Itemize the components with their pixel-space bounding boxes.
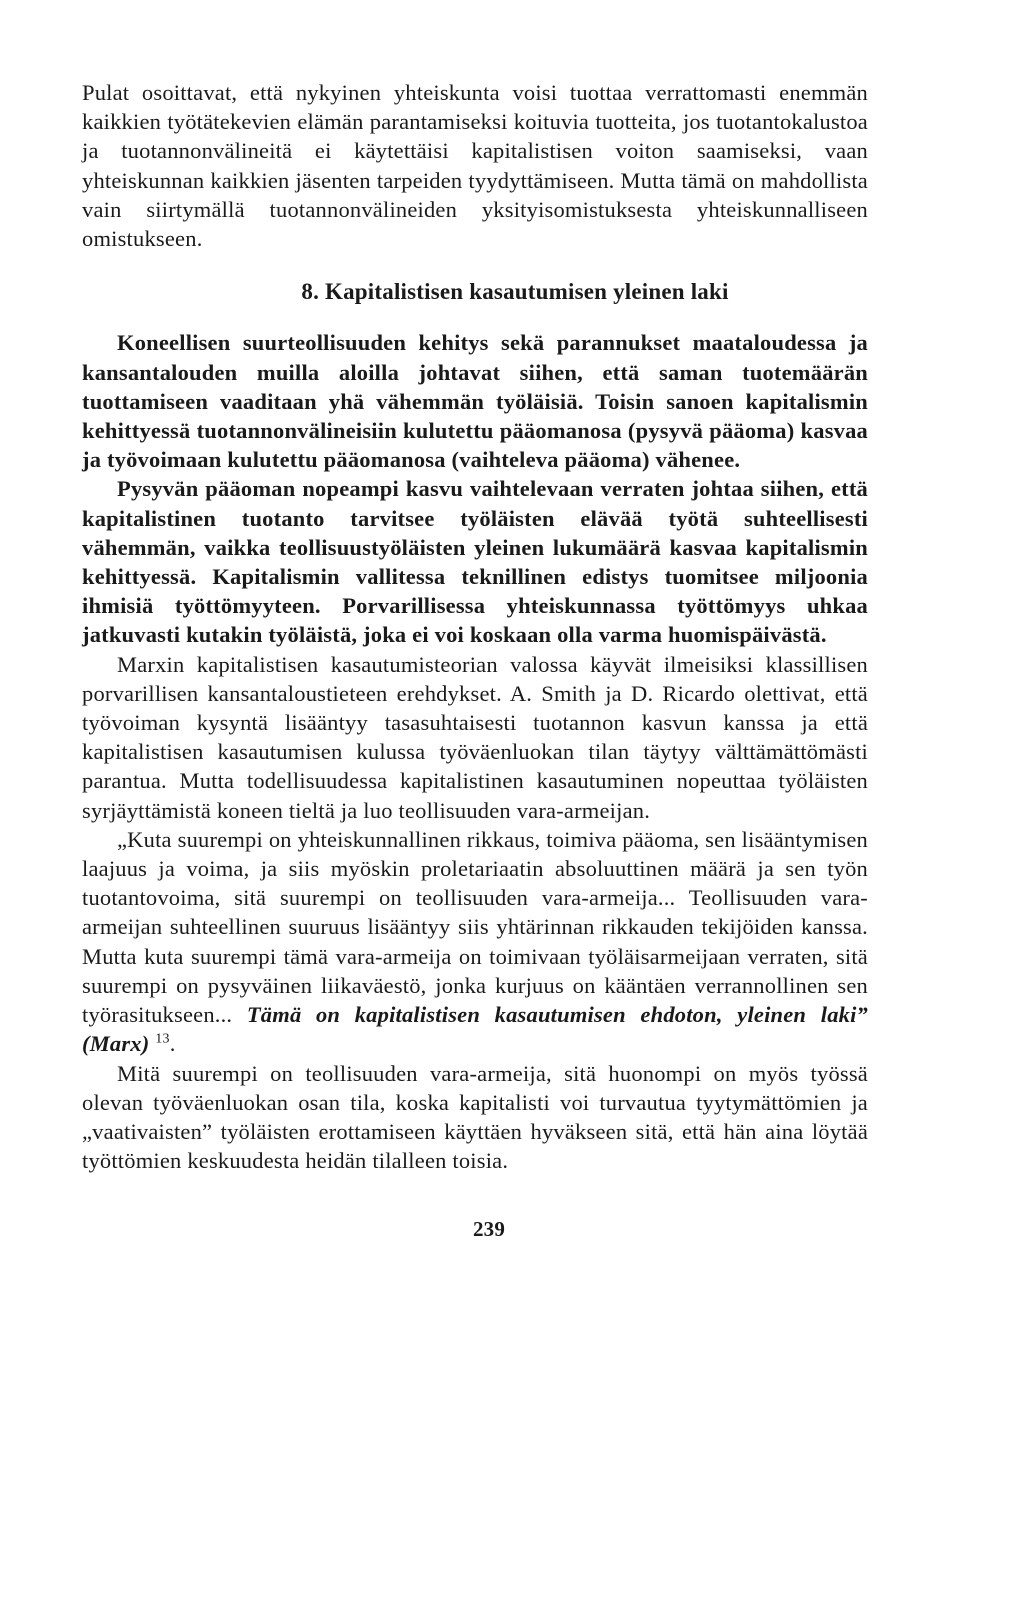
quote-end-period: . [169,1031,176,1057]
quote-emphasis: Tämä on kapitalistisen kasautumisen ehdoton, yleinen laki [246,1002,857,1028]
section-heading: 8. Kapitalistisen kasautumisen yleinen laki [301,279,729,305]
section-paragraph: Marxin kapitalistisen kasautumisteorian valossa käyvät ilmeisiksi klassillisen porvarillisen kansantaloustieteen erehdykset. A. Smith ja D. Ricardo olettivat, että työvoiman kysyntä lisääntyy tasasuhtaisesti tuotannon kasvun kanssa ja että kapitalistisen kasautumisen kulussa työväenluokan tilan täytyy välttämättömästi parantua. Mutta todellisuudessa kapitalistinen kasautuminen nopeuttaa työläisten syrjäyttämistä koneen tieltä ja luo teollisuuden vara-armeijan. [82,651,868,823]
footnote-marker: 13 [155,1031,170,1047]
quote-attribution: ” (Marx) [82,1002,868,1057]
section-paragraph: Koneellisen suurteollisuuden kehitys sekä parannukset maataloudessa ja kansantalouden muilla aloilla johtavat siihen, että saman tuotemäärän tuottamiseen vaaditaan yhä vähemmän työläisiä. Toisin sanoen kapitalismin kehittyessä tuotannonvälineisiin kulutettu pääomanosa (pysyvä pääoma) kasvaa ja työvoimaan kulutettu pääomanosa (vaihteleva pääoma) vähenee. [82,330,868,473]
section-paragraph: Pysyvän pääoman nopeampi kasvu vaihtelevaan verraten johtaa siihen, että kapitalistinen tuotanto tarvitsee työläisten elävää työtä suhteellisesti vähemmän, vaikka teollisuustyöläisten yleinen lukumäärä kasvaa kapitalismin kehittyessä. Kapitalismin vallitessa teknillinen edistys tuomitsee miljoonia ihmisiä työttömyyteen. Porvarillisessa yhteiskunnassa työttömyys uhkaa jatkuvasti kutakin työläistä, joka ei voi koskaan olla varma huomispäivästä. [82,476,868,648]
quote-text: „Kuta suurempi on yhteiskunnallinen rikkaus, toimiva pääoma, sen lisääntymisen laajuus ja voima, ja siis myöskin proletariaatin absoluuttinen määrä ja sen työn tuotantovoima, sitä suurempi on teollisuuden vara-armeija... Teollisuuden vara-armeijan suhteellinen suuruus lisääntyy siis yhtärinnan rikkauden tekijöiden kanssa. Mutta kuta suurempi tämä vara-armeija on toimivaan työläisarmeijaan verraten, sitä suurempi on pysyväinen liikaväestö, jonka kurjuus on kääntäen verrannollinen sen työrasitukseen... [82,826,868,1028]
marx-quote-paragraph [82,825,868,1059]
document-page [82,78,868,1245]
intro-paragraph: Pulat osoittavat, että nykyinen yhteiskunta voisi tuottaa verrattomasti enemmän kaikkien työtätekevien elämän parantamiseksi koituvia tuotteita, jos tuotantokalustoa ja tuotannonvälineitä ei käytettäisi kapitalistisen voiton saamiseksi, vaan yhteiskunnan kaikkien jäsenten tarpeiden tyydyttämiseen. Mutta tämä on mahdollista vain siirtymällä tuotannonvälineiden yksityisomistuksesta yhteiskunnalliseen omistukseen. [82,80,868,252]
closing-paragraph: Mitä suurempi on teollisuuden vara-armeija, sitä huonompi on myös työssä olevan työväenluokan osan tila, koska kapitalisti voi turvautua tyytymättömien ja „vaativaisten” työläisten erottamiseen käyttäen hyväkseen sitä, että hän aina löytää työttömien keskuudesta heidän tilalleen toisia. [82,1060,868,1174]
page-number: 239 [472,1217,506,1242]
